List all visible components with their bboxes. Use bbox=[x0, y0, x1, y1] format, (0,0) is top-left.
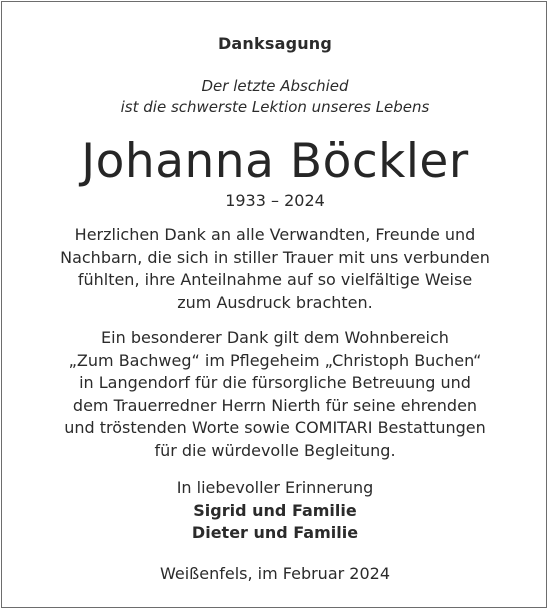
text-line: Herzlichen Dank an alle Verwandten, Freunde und bbox=[74, 225, 476, 244]
text-line: fühlten, ihre Anteilnahme auf so vielfältige Weise bbox=[77, 270, 473, 289]
motto-quote bbox=[0, 76, 550, 118]
family-signature-1: Sigrid und Familie bbox=[193, 500, 357, 520]
motto-line-1: Der letzte Abschied bbox=[201, 77, 349, 95]
text-line: in Langendorf für die fürsorgliche Betreuung und bbox=[79, 373, 471, 392]
closing-intro: In liebevoller Erinnerung bbox=[176, 478, 374, 497]
closing-signature bbox=[0, 477, 550, 545]
text-line: zum Ausdruck brachten. bbox=[177, 292, 373, 312]
text-line: Ein besonderer Dank gilt dem Wohnbereich bbox=[101, 328, 449, 347]
motto-line-2: ist die schwerste Lektion unseres Lebens bbox=[120, 98, 430, 116]
thanks-paragraph-1 bbox=[0, 224, 550, 314]
text-line: dem Trauerredner Herrn Nierth für seine ehrenden bbox=[72, 395, 478, 415]
place-and-date: Weißenfels, im Februar 2024 bbox=[159, 564, 390, 583]
deceased-name: Johanna Böckler bbox=[81, 134, 469, 189]
text-line: Nachbarn, die sich in stiller Trauer mit uns verbunden bbox=[60, 247, 490, 267]
text-line: für die würdevolle Begleitung. bbox=[154, 440, 396, 460]
text-line: und tröstenden Worte sowie COMITARI Bestattungen bbox=[64, 418, 486, 437]
life-years: 1933 – 2024 bbox=[225, 191, 325, 210]
text-line: „Zum Bachweg“ im Pflegeheim „Christoph Buchen“ bbox=[68, 350, 482, 370]
family-signature-2: Dieter und Familie bbox=[191, 523, 359, 542]
notice-heading: Danksagung bbox=[217, 34, 333, 53]
thanks-paragraph-2 bbox=[0, 327, 550, 462]
